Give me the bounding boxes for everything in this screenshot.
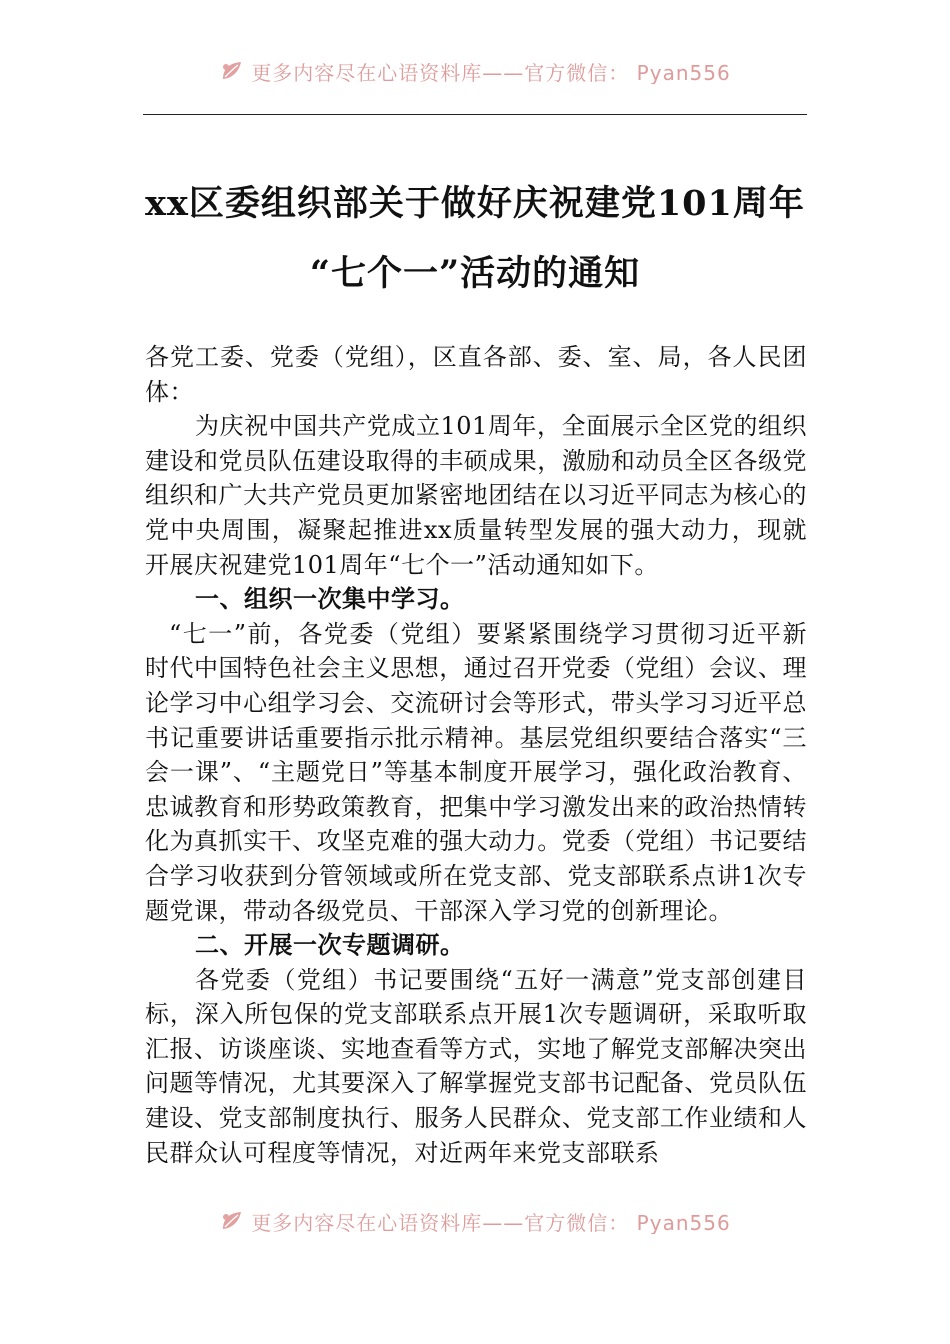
section-paragraph-1: “七一”前，各党委（党组）要紧紧围绕学习贯彻习近平新时代中国特色社会主义思想，通过召开党委（党组）会议、理论学习中心组学习会、交流研讨会等形式，带头学习习近平总书记重要讲话重要指示批示精神。基层党组织要结合落实“三会一课”、“主题党日”等基本制度开展学习，强化政治教育、忠诚教育和形势政策教育，把集中学习激发出来的政治热情转化为真抓实干、攻坚克难的强大动力。党委（党组）书记要结合学习收获到分管领域或所在党支部、党支部联系点讲1次专题党课，带动各级党员、干部深入学习党的创新理论。 xyxy=(145,619,807,925)
document-title-line-2: “七个一”活动的通知 xyxy=(309,253,641,294)
header-watermark-text: 更多内容尽在心语资料库——官方微信： Pyan556 xyxy=(251,60,731,84)
header-rule xyxy=(143,114,807,115)
section-heading-1: 一、组织一次集中学习。 xyxy=(195,585,465,614)
header-watermark xyxy=(0,58,950,84)
intro-paragraph: 为庆祝中国共产党成立101周年，全面展示全区党的组织建设和党员队伍建设取得的丰硕成果，激励和动员全区各级党组织和广大共产党员更加紧密地团结在以习近平同志为核心的党中央周围，凝聚起推进xx质量转型发展的强大动力，现就开展庆祝建党101周年“七个一”活动通知如下。 xyxy=(145,412,807,579)
document-body xyxy=(145,340,807,1170)
leaf-logo-icon xyxy=(219,1209,245,1233)
document-title-line-1: xx区委组织部关于做好庆祝建党101周年 xyxy=(145,183,805,224)
salutation: 各党工委、党委（党组），区直各部、委、室、局，各人民团体： xyxy=(145,343,807,406)
leaf-logo-icon xyxy=(219,59,245,83)
footer-watermark xyxy=(0,1208,950,1234)
footer-watermark-text: 更多内容尽在心语资料库——官方微信： Pyan556 xyxy=(251,1210,731,1234)
section-paragraph-2: 各党委（党组）书记要围绕“五好一满意”党支部创建目标，深入所包保的党支部联系点开展1次专题调研，采取听取汇报、访谈座谈、实地查看等方式，实地了解党支部解决突出问题等情况，尤其要深入了解掌握党支部书记配备、党员队伍建设、党支部制度执行、服务人民群众、党支部工作业绩和人民群众认可程度等情况，对近两年来党支部联系 xyxy=(145,965,807,1167)
section-heading-2: 二、开展一次专题调研。 xyxy=(195,931,465,960)
